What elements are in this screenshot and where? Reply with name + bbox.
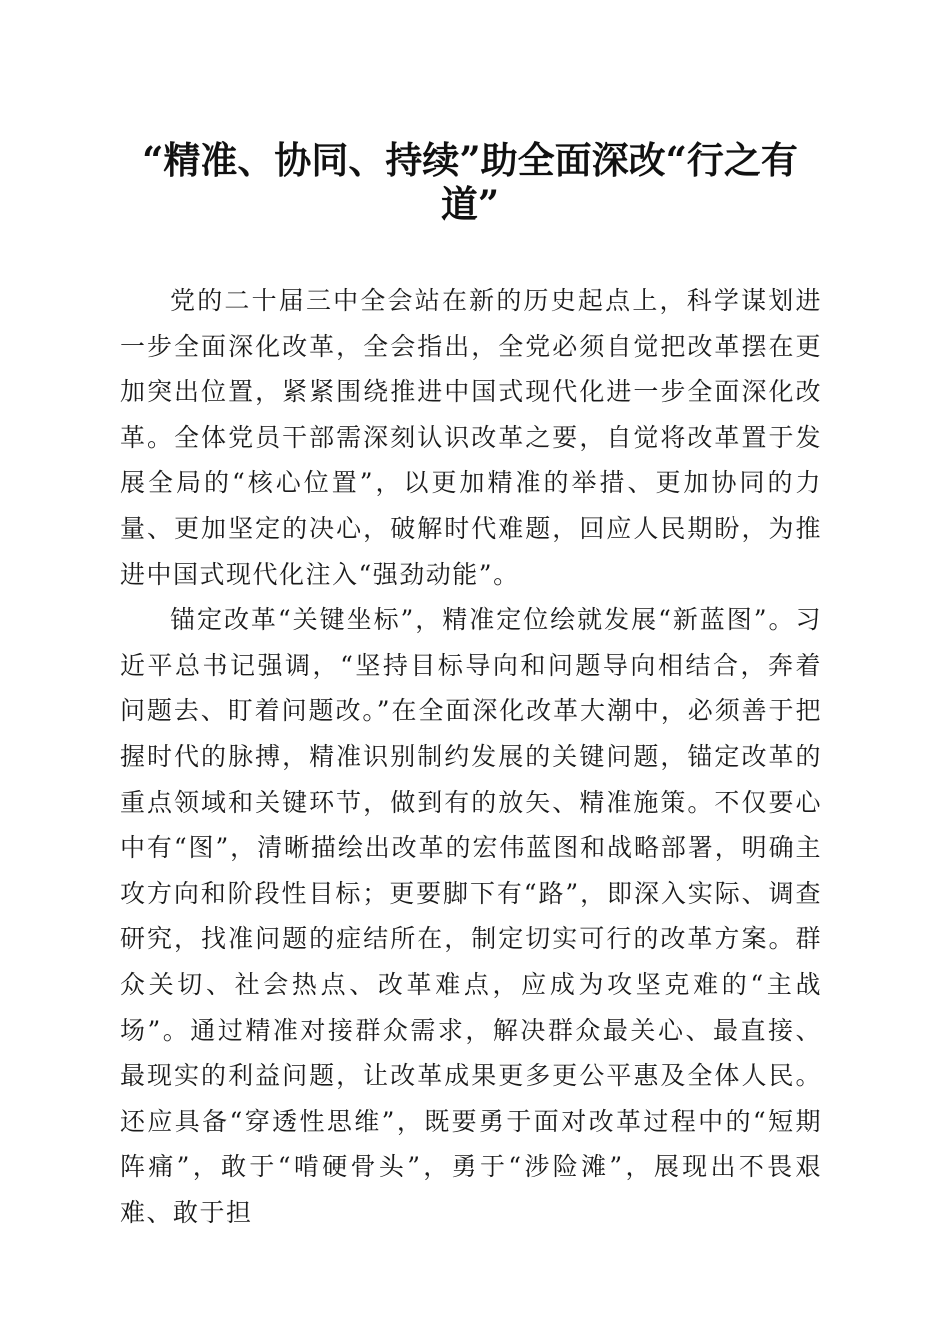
document-title: “精准、协同、持续”助全面深改“行之有道” bbox=[142, 138, 798, 226]
paragraph: 锚定改革“关键坐标”，精准定位绘就发展“新蓝图”。习近平总书记强调，“坚持目标导向和问题导向相结合，奔着问题去、盯着问题改。”在全面深化改革大潮中，必须善于把握时代的脉搏，精准识别制约发展的关键问题，锚定改革的重点领域和关键环节，做到有的放矢、精准施策。不仅要心中有“图”，清晰描绘出改革的宏伟蓝图和战略部署，明确主攻方向和阶段性目标；更要脚下有“路”，即深入实际、调查研究，找准问题的症结所在，制定切实可行的改革方案。群众关切、社会热点、改革难点，应成为攻坚克难的“主战场”。通过精准对接群众需求，解决群众最关心、最直接、最现实的利益问题，让改革成果更多更公平惠及全体人民。还应具备“穿透性思维”，既要勇于面对改革过程中的“短期阵痛”，敢于“啃硬骨头”，勇于“涉险滩”，展现出不畏艰难、敢于担 bbox=[120, 605, 822, 1227]
document-body bbox=[120, 278, 822, 1235]
paragraph: 党的二十届三中全会站在新的历史起点上，科学谋划进一步全面深化改革，全会指出，全党必须自觉把改革摆在更加突出位置，紧紧围绕推进中国式现代化进一步全面深化改革。全体党员干部需深刻认识改革之要，自觉将改革置于发展全局的“核心位置”，以更加精准的举措、更加协同的力量、更加坚定的决心，破解时代难题，回应人民期盼，为推进中国式现代化注入“强劲动能”。 bbox=[120, 286, 822, 589]
